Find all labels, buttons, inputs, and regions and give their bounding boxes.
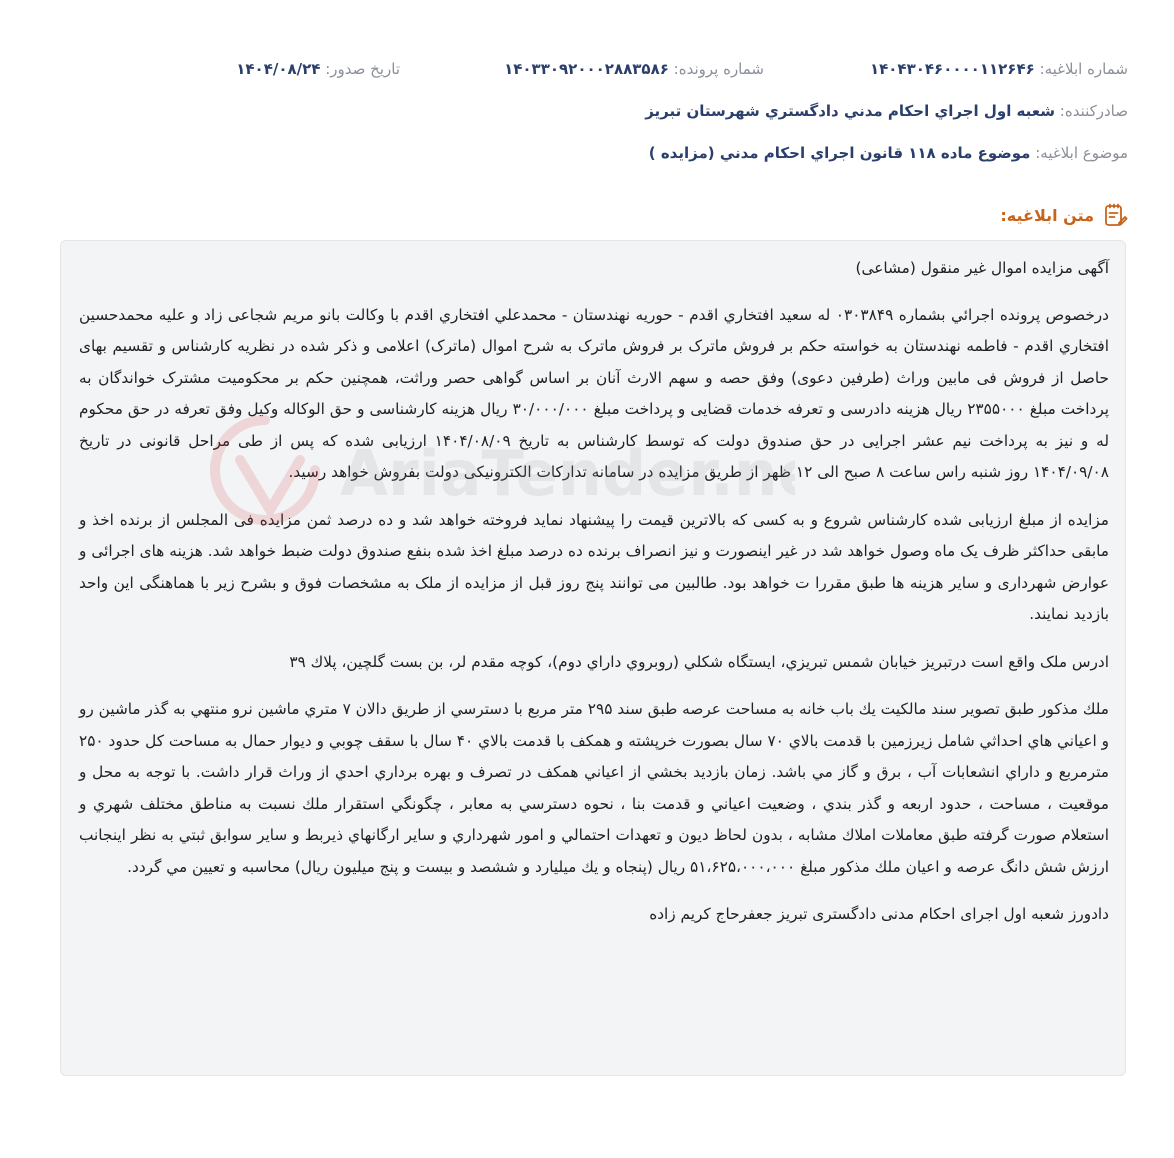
case-number-label: شماره پرونده: (673, 60, 764, 78)
subject-value: موضوع ماده ۱۱۸ قانون اجراي احكام مدني (مزايده ) (648, 144, 1031, 162)
issue-date-label: تاریخ صدور: (325, 60, 400, 78)
notice-meta-row (40, 55, 1128, 83)
notice-paragraph-3: ادرس ملک واقع است درتبریز خيابان شمس تبريزي، ايستگاه شكلي (روبروي داراي دوم)، كوچه مقدم لر، بن بست گلچين، پلاك ۳۹ (289, 652, 1109, 671)
case-number-value: ۱۴۰۳۳۰۹۲۰۰۰۲۸۸۳۵۸۶ (504, 60, 669, 78)
section-title-text: متن ابلاغیه: (1000, 205, 1094, 225)
notice-text-section-title (1000, 200, 1128, 230)
notice-paragraph-2: مزایده از مبلغ ارزیابی شده کارشناس شروع و به کسی که بالاترین قیمت را پیشنهاد نماید فروخته خواهد شد و ده درصد ثمن مزایده فی المجلس از برنده اخذ و مابقی حداکثر ظرف یک ماه وصول خواهد شد در غیر اینصورت و نیز انصراف برنده ده درصد مبلغ اخذ شده بنفع صندوق دولت ضبط خواهد شد. هزینه های اجرائی و عوارض شهرداری و سایر هزینه ها طبق مقررا ت خواهد بود. طالبین می توانند پنج روز قبل از مزایده از ملک به مشخصات فوق و بشرح زیر با هماهنگی این واحد بازدید نمایند. (79, 510, 1109, 623)
notice-content-box (60, 240, 1126, 1076)
notice-paragraph-4: ملك مذكور طبق تصوير سند مالكيت يك باب خانه به مساحت عرصه طبق سند ۲۹۵ متر مربع با دسترسي از طريق دالان ۷ متري ماشين نرو منتهي به گذر ماشين رو و اعياني هاي احداثي شامل زيرزمين با قدمت بالاي ۷۰ سال بصورت خرپشته و همكف با قدمت بالاي ۴۰ سال با سقف چوبي و ديوار حمال به مساحت كل حدود ۲۵۰ مترمربع و داراي انشعابات آب ، برق و گاز مي باشد. زمان بازديد بخشي از اعياني همكف در تصرف و بهره برداري احدي از وراث قرار داشت. با توجه به محل و موقعيت ، مساحت ، حدود اربعه و گذر بندي ، وضعيت اعياني و قدمت بنا ، نحوه دسترسي به معابر ، چگونگي استقرار ملك نسبت به مناطق مختلف شهري و استعلام صورت گرفته طبق معاملات املاك مشابه ، بدون لحاظ ديون و تعهدات احتمالي و امور شهرداري و ساير ارگانهاي ذيربط و ساير سوابق ثبتي به نظر اينجانب ارزش شش دانگ عرصه و اعيان ملك مذكور مبلغ ۵۱،۶۲۵،۰۰۰،۰۰۰ ريال (پنجاه و يك ميليارد و ششصد و بيست و پنج ميليون ريال) محاسبه و تعيين مي گردد. (79, 700, 1110, 876)
case-number (504, 55, 764, 83)
subject-label: موضوع ابلاغیه: (1035, 144, 1128, 162)
notice-paragraph-5: دادورز شعبه اول اجرای احکام مدنی دادگستری تبریز جعفرحاج کریم زاده (649, 905, 1109, 923)
notice-number (870, 55, 1128, 83)
notice-heading: آگهی مزایده اموال غیر منقول (مشاعی) (855, 259, 1109, 277)
issue-date (236, 55, 400, 83)
issuer-row (40, 97, 1128, 125)
issuer-value: شعبه اول اجراي احكام مدني دادگستري شهرستان تبريز (645, 102, 1055, 120)
notice-number-label: شماره ابلاغیه: (1039, 60, 1128, 78)
issuer-label: صادرکننده: (1059, 102, 1128, 120)
notice-paragraph-1: درخصوص پرونده اجرائي بشماره ۰۳۰۳۸۴۹ له سعید افتخاري اقدم - حوریه نهندستان - محمدعلي افتخاري اقدم با وكالت بانو مريم شجاعى زاد و علیه محمدحسین افتخاري اقدم - فاطمه نهندستان به خواسته حکم بر فروش ماترک بر فروش ماترک به شرح اموال (ماترک) اعلامی و ذکر شده در نظریه کارشناس و تقسیم بهای حاصل از فروش فی مابین وراث (طرفین دعوی) وفق حصه و سهم الارث آنان بر اساس گواهی حصر وراثت، همچنین حکم بر محکومیت مشترک خواندگان به پرداخت مبلغ ۲۳۵۵۰۰۰ ریال هزینه دادرسی و تعرفه خدمات قضایی و پرداخت مبلغ ۳۰/۰۰۰/۰۰۰ ریال هزینه کارشناسی و حق الوکاله وکیل وفق تعرفه در حق محکوم له و نیز به پرداخت نیم عشر اجرایی در حق صندوق دولت که توسط کارشناس به تاریخ ۱۴۰۴/۰۸/۰۹ ارزیابی شده که پس از طی مراحل قانونی در تاریخ ۱۴۰۴/۰۹/۰۸ روز شنبه راس ساعت ۸ صبح الی ۱۲ ظهر از طریق مزایده در سامانه تدارکات الکترونیکی دولت بفروش خواهد رسید. (79, 305, 1110, 481)
document-edit-icon (1102, 202, 1128, 228)
notice-number-value: ۱۴۰۴۳۰۴۶۰۰۰۰۱۱۲۶۴۶ (869, 60, 1035, 78)
subject-row (40, 139, 1128, 167)
issue-date-value: ۱۴۰۴/۰۸/۲۴ (236, 60, 321, 78)
